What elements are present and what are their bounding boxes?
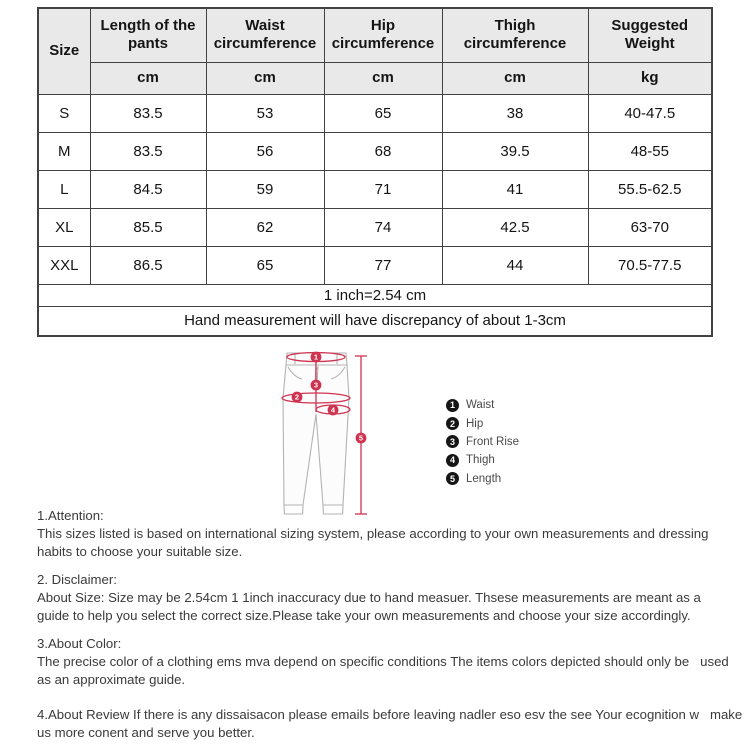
cell-thigh: 39.5 — [442, 132, 588, 170]
unit-length: cm — [90, 62, 206, 94]
cell-size: XL — [38, 208, 90, 246]
cell-waist: 59 — [206, 170, 324, 208]
note-heading: 1.Attention: — [37, 508, 104, 523]
table-row-s — [38, 94, 712, 132]
legend-number-badge: 4 — [446, 454, 459, 467]
col-header-waist: Waist circumference — [206, 8, 324, 62]
cell-weight: 70.5-77.5 — [588, 246, 712, 284]
legend-label: Length — [466, 472, 502, 485]
cell-weight: 55.5-62.5 — [588, 170, 712, 208]
legend-item-waist — [446, 396, 519, 414]
cell-waist: 56 — [206, 132, 324, 170]
cell-hip: 68 — [324, 132, 442, 170]
cell-hip: 71 — [324, 170, 442, 208]
cell-waist: 62 — [206, 208, 324, 246]
cell-waist: 65 — [206, 246, 324, 284]
table-note-hand-row — [38, 306, 712, 336]
unit-weight: kg — [588, 62, 712, 94]
legend-number-badge: 2 — [446, 417, 459, 430]
cell-size: XXL — [38, 246, 90, 284]
cell-thigh: 38 — [442, 94, 588, 132]
note-body-line: as an approximate guide. — [37, 672, 186, 687]
legend-label: Front Rise — [466, 435, 520, 448]
note-attention — [37, 507, 742, 561]
cell-thigh: 41 — [442, 170, 588, 208]
legend-number-badge: 3 — [446, 435, 459, 448]
unit-waist: cm — [206, 62, 324, 94]
col-header-size: Size — [38, 8, 90, 94]
notes-section — [37, 507, 742, 752]
cell-length: 86.5 — [90, 246, 206, 284]
cell-weight: 48-55 — [588, 132, 712, 170]
cell-size: L — [38, 170, 90, 208]
table-row-xl — [38, 208, 712, 246]
table-note-inch-row — [38, 284, 712, 306]
note-disclaimer — [37, 571, 742, 625]
cell-thigh: 42.5 — [442, 208, 588, 246]
size-chart-table — [37, 7, 713, 337]
note-about-review — [37, 706, 742, 742]
hand-measurement-note: Hand measurement will have discrepancy of about 1-3cm — [38, 306, 712, 336]
col-header-thigh: Thigh circumference — [442, 8, 588, 62]
cell-thigh: 44 — [442, 246, 588, 284]
col-header-hip: Hip circumference — [324, 8, 442, 62]
note-about-color — [37, 635, 742, 689]
note-body-line: habits to choose your suitable size. — [37, 544, 243, 559]
legend-number-badge: 1 — [446, 399, 459, 412]
cell-length: 83.5 — [90, 94, 206, 132]
note-body-inline: If there is any dissaisacon please emails before leaving nadler eso esv the see Your ecognition w make — [133, 707, 743, 722]
table-units-row — [38, 62, 712, 94]
legend-number-badge: 5 — [446, 472, 459, 485]
note-body-line: guide to help you select the correct size.Please take your own measurements and choose your size accordingly. — [37, 608, 691, 623]
unit-thigh: cm — [442, 62, 588, 94]
note-body-line: The precise color of a clothing ems mva depend on specific conditions The items colors depicted should only be used — [37, 654, 729, 669]
legend-item-hip — [446, 414, 519, 432]
cell-waist: 53 — [206, 94, 324, 132]
table-row-xxl — [38, 246, 712, 284]
measurement-legend — [446, 396, 519, 488]
legend-item-thigh — [446, 451, 519, 469]
table-row-l — [38, 170, 712, 208]
note-body-line: About Size: Size may be 2.54cm 1 1inch inaccuracy due to hand measuer. Thsese measurements are meant as a — [37, 590, 701, 605]
legend-item-front-rise — [446, 433, 519, 451]
marker-front-rise-number: 3 — [313, 380, 319, 390]
table-row-m — [38, 132, 712, 170]
cell-length: 84.5 — [90, 170, 206, 208]
col-header-length: Length of the pants — [90, 8, 206, 62]
note-heading: 3.About Color: — [37, 636, 122, 651]
pants-measurement-diagram — [275, 348, 370, 520]
cell-hip: 74 — [324, 208, 442, 246]
cell-size: M — [38, 132, 90, 170]
legend-item-length — [446, 470, 519, 488]
cell-hip: 65 — [324, 94, 442, 132]
legend-label: Hip — [466, 417, 484, 430]
unit-hip: cm — [324, 62, 442, 94]
cell-hip: 77 — [324, 246, 442, 284]
note-heading: 2. Disclaimer: — [37, 572, 117, 587]
cell-size: S — [38, 94, 90, 132]
legend-label: Thigh — [466, 454, 495, 467]
col-header-weight: Suggested Weight — [588, 8, 712, 62]
note-body-line: This sizes listed is based on international sizing system, please according to your own measurements and dressing — [37, 526, 709, 541]
marker-thigh-number: 4 — [330, 405, 336, 415]
table-header-row — [38, 8, 712, 62]
inch-conversion-note: 1 inch=2.54 cm — [38, 284, 712, 306]
legend-label: Waist — [466, 399, 495, 412]
marker-waist-number: 1 — [313, 352, 319, 362]
note-heading: 4.About Review — [37, 707, 130, 722]
cell-weight: 63-70 — [588, 208, 712, 246]
cell-weight: 40-47.5 — [588, 94, 712, 132]
marker-length-number: 5 — [358, 433, 364, 443]
cell-length: 83.5 — [90, 132, 206, 170]
note-body-line: us more conent and serve you better. — [37, 725, 255, 740]
marker-hip-number: 2 — [294, 392, 300, 402]
cell-length: 85.5 — [90, 208, 206, 246]
